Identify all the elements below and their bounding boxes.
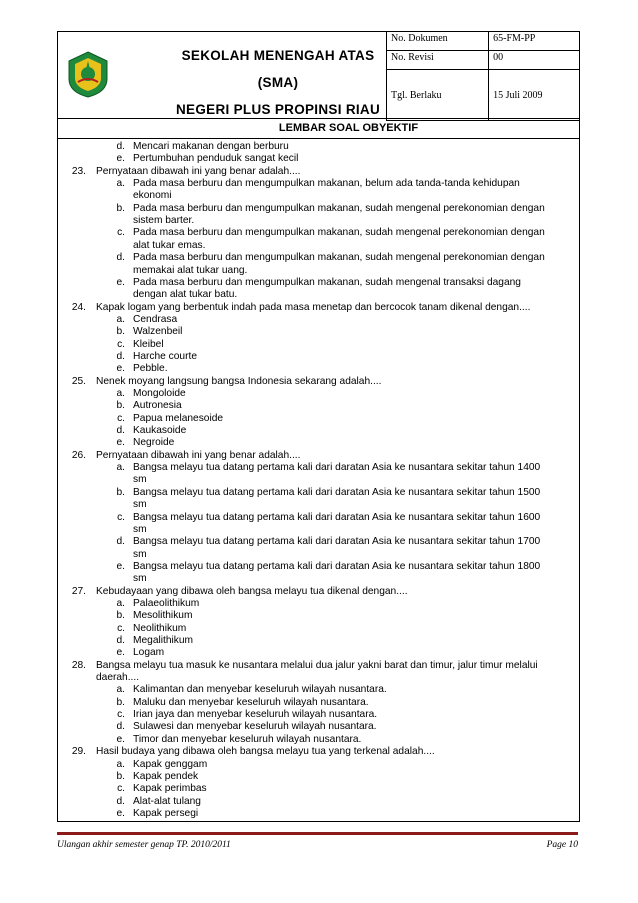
option-text: Kaukasoide: [133, 425, 187, 437]
option-letter: e.: [116, 733, 125, 745]
question-text: daerah....: [96, 672, 140, 684]
doc-no-label: No. Dokumen: [387, 32, 489, 51]
option-letter: c.: [117, 227, 125, 239]
option-letter: d.: [116, 536, 125, 548]
footer-rule: [57, 832, 578, 835]
school-name-line-2: (SMA): [257, 75, 299, 90]
option-letter: b.: [116, 486, 125, 498]
option-text: Bangsa melayu tua datang pertama kali dari daratan Asia ke nusantara sekitar tahun 1500: [133, 486, 541, 498]
question-number: 29.: [71, 746, 86, 758]
option-text: Kapak perimbas: [133, 783, 207, 795]
option-text: ekonomi: [133, 190, 172, 202]
question-text: Pernyataan dibawah ini yang benar adalah....: [96, 449, 301, 461]
option-letter: e.: [116, 647, 125, 659]
sheet-subtitle: LEMBAR SOAL OBYEKTIF: [58, 119, 579, 139]
option-text: Sulawesi dan menyebar keseluruh wilayah nusantara.: [133, 721, 377, 733]
option-text: Bangsa melayu tua datang pertama kali dari daratan Asia ke nusantara sekitar tahun 1700: [133, 536, 541, 548]
option-letter: b.: [116, 696, 125, 708]
option-text: Bangsa melayu tua datang pertama kali dari daratan Asia ke nusantara sekitar tahun 1800: [133, 560, 541, 572]
question-number: 26.: [71, 449, 86, 461]
option-letter: e.: [116, 560, 125, 572]
option-text: Irian jaya dan menyebar keseluruh wilayah nusantara.: [133, 709, 378, 721]
option-text: Kleibel: [133, 338, 164, 350]
option-text: sm: [133, 474, 147, 486]
option-letter: d.: [116, 425, 125, 437]
option-letter: a.: [116, 388, 125, 399]
option-text: Harche courte: [133, 350, 197, 362]
option-text: Pada masa berburu dan mengumpulkan makanan, sudah mengenal perekonomian dengan: [133, 202, 545, 214]
document-header: [58, 32, 579, 119]
school-name-line-1: SEKOLAH MENENGAH ATAS: [181, 48, 375, 63]
option-letter: b.: [116, 770, 125, 782]
document-frame: [57, 31, 580, 822]
option-text: Mesolithikum: [133, 610, 193, 622]
option-text: Kalimantan dan menyebar keseluruh wilayah nusantara.: [133, 684, 387, 696]
option-letter: e.: [116, 807, 125, 819]
revision-label: No. Revisi: [387, 51, 489, 70]
option-text: Papua melanesoide: [133, 412, 224, 424]
option-letter: a.: [116, 758, 125, 770]
option-letter: a.: [116, 597, 125, 609]
option-text: Kapak persegi: [133, 807, 199, 819]
option-letter: a.: [116, 684, 125, 696]
option-text: Palaeolithikum: [133, 597, 200, 609]
option-letter: c.: [117, 511, 125, 523]
option-text: Neolithikum: [133, 622, 187, 634]
option-letter: a.: [116, 313, 125, 325]
option-letter: e.: [116, 276, 125, 288]
question-number: 24.: [71, 301, 86, 313]
option-text: Pada masa berburu dan mengumpulkan makanan, belum ada tanda-tanda kehidupan: [133, 178, 520, 190]
option-text: sistem barter.: [133, 215, 195, 227]
question-number: 28.: [71, 659, 86, 671]
question-text: Kebudayaan yang dibawa oleh bangsa melayu tua dikenal dengan....: [96, 585, 408, 597]
option-letter: b.: [116, 610, 125, 622]
option-text: memakai alat tukar uang.: [133, 264, 248, 276]
option-text: Mongoloide: [133, 388, 186, 399]
option-text: dengan alat tukar batu.: [133, 289, 238, 301]
option-text: Mencari makanan dengan berburu: [133, 141, 289, 152]
option-letter: d.: [116, 252, 125, 264]
question-list: [58, 139, 579, 821]
date-value: 15 Juli 2009: [489, 70, 580, 121]
footer-exam-title: Ulangan akhir semester genap TP. 2010/2011: [57, 840, 231, 850]
option-text: sm: [133, 499, 147, 511]
option-text: Kapak genggam: [133, 758, 208, 770]
option-text: Maluku dan menyebar keseluruh wilayah nusantara.: [133, 696, 369, 708]
option-letter: b.: [116, 326, 125, 338]
option-text: Negroide: [133, 437, 175, 449]
question-text: Hasil budaya yang dibawa oleh bangsa melayu tua yang terkenal adalah....: [96, 746, 435, 758]
option-letter: d.: [116, 635, 125, 646]
option-letter: e.: [116, 363, 125, 375]
option-letter: c.: [117, 783, 125, 795]
option-letter: d.: [116, 721, 125, 733]
option-text: Pada masa berburu dan mengumpulkan makanan, sudah mengenal perekonomian dengan: [133, 227, 545, 239]
footer-page-number: Page 10: [546, 840, 578, 850]
option-text: Bangsa melayu tua datang pertama kali dari daratan Asia ke nusantara sekitar tahun 1600: [133, 511, 541, 523]
option-text: Timor dan menyebar keseluruh wilayah nusantara.: [133, 733, 362, 745]
option-text: Logam: [133, 647, 165, 659]
option-letter: e.: [116, 153, 125, 165]
question-text: Nenek moyang langsung bangsa Indonesia sekarang adalah....: [96, 375, 382, 387]
school-name-line-3: NEGERI PLUS PROPINSI RIAU: [175, 102, 381, 117]
option-text: Pertumbuhan penduduk sangat kecil: [133, 153, 299, 165]
document-info-table: [386, 31, 580, 121]
school-emblem-icon: [63, 49, 113, 99]
option-letter: a.: [116, 462, 125, 474]
option-letter: b.: [116, 400, 125, 412]
revision-value: 00: [489, 51, 580, 70]
option-letter: a.: [116, 178, 125, 190]
date-label: Tgl. Berlaku: [387, 70, 489, 121]
option-text: Pebble.: [133, 363, 168, 375]
option-text: sm: [133, 523, 147, 535]
option-text: sm: [133, 548, 147, 560]
option-text: Bangsa melayu tua datang pertama kali dari daratan Asia ke nusantara sekitar tahun 1400: [133, 462, 541, 474]
question-text: Pernyataan dibawah ini yang benar adalah....: [96, 165, 301, 177]
question-number: 27.: [71, 585, 86, 597]
option-text: Pada masa berburu dan mengumpulkan makanan, sudah mengenal perekonomian dengan: [133, 252, 545, 264]
option-text: Megalithikum: [133, 635, 194, 646]
option-text: Walzenbeil: [133, 326, 183, 338]
question-text: Kapak logam yang berbentuk indah pada masa menetap dan bercocok tanam dikenal dengan....: [96, 301, 531, 313]
question-number: 25.: [71, 375, 86, 387]
option-letter: b.: [116, 202, 125, 214]
option-letter: c.: [117, 622, 125, 634]
doc-no-value: 65-FM-PP: [489, 32, 580, 51]
option-letter: e.: [116, 437, 125, 449]
question-text: Bangsa melayu tua masuk ke nusantara melalui dua jalur yakni barat dan timur, jalur timur melalui: [96, 659, 538, 671]
option-letter: d.: [116, 795, 125, 807]
option-text: alat tukar emas.: [133, 239, 206, 251]
question-number: 23.: [71, 165, 86, 177]
option-text: Kapak pendek: [133, 770, 199, 782]
option-text: Pada masa berburu dan mengumpulkan makanan, sudah mengenal transaksi dagang: [133, 276, 521, 288]
option-text: Alat-alat tulang: [133, 795, 201, 807]
option-letter: c.: [117, 709, 125, 721]
option-text: Cendrasa: [133, 313, 178, 325]
option-letter: d.: [116, 350, 125, 362]
option-text: Autronesia: [133, 400, 182, 412]
option-letter: c.: [117, 338, 125, 350]
option-letter: c.: [117, 412, 125, 424]
option-text: sm: [133, 573, 147, 585]
option-letter: d.: [116, 141, 125, 152]
